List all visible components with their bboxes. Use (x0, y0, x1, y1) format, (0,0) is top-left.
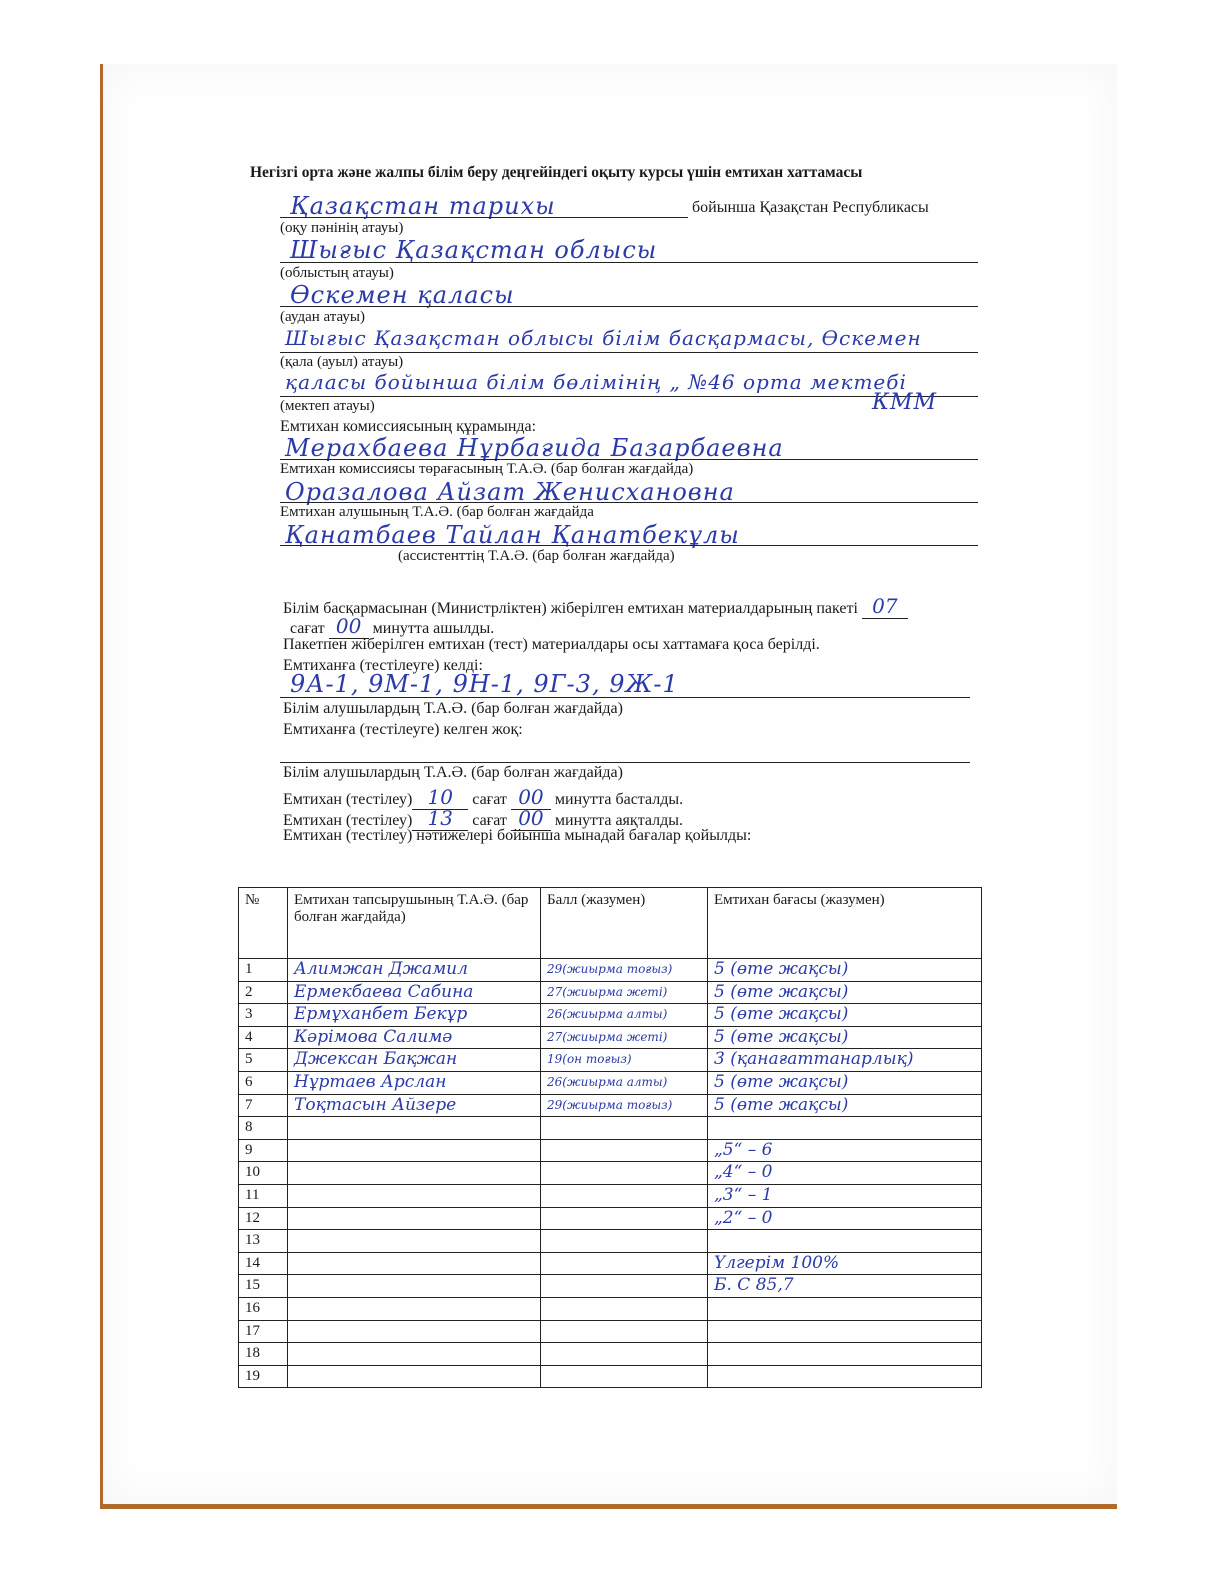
district-label: (аудан атауы) (280, 309, 365, 325)
region-label: (облыстың атауы) (280, 265, 394, 281)
chair-label: Емтихан комиссиясы төрағасының Т.А.Ә. (бар болған жағдайда) (280, 461, 694, 477)
row-number: 9 (239, 1139, 288, 1162)
row-grade: 5 (өте жақсы) (708, 959, 982, 982)
attended-value: 9А-1, 9М-1, 9Н-1, 9Г-3, 9Ж-1 (290, 670, 679, 698)
attended-label: Емтиханға (тестілеуге) келді: (283, 657, 483, 674)
assistant-line (280, 545, 978, 546)
row-name (288, 1184, 541, 1207)
row-number: 6 (239, 1071, 288, 1094)
table-row (239, 1230, 982, 1253)
row-name (288, 1365, 541, 1388)
row-grade: „5“ – 6 (708, 1139, 982, 1162)
region-value: Шығыс Қазақстан облысы (290, 236, 658, 264)
row-name: Джексан Бақжан (288, 1049, 541, 1072)
row-grade (708, 1320, 982, 1343)
attended-sublabel: Білім алушылардың Т.А.Ә. (бар болған жағдайда) (283, 700, 623, 717)
table-row (239, 1184, 982, 1207)
row-number: 18 (239, 1343, 288, 1366)
absent-line (280, 762, 970, 763)
table-row (239, 1071, 982, 1094)
row-grade: „3“ – 1 (708, 1184, 982, 1207)
row-score (541, 1184, 708, 1207)
row-number: 11 (239, 1184, 288, 1207)
row-score (541, 1252, 708, 1275)
region-line (280, 262, 978, 263)
absent-label: Емтиханға (тестілеуге) келген жоқ: (283, 721, 523, 738)
row-grade: 5 (өте жақсы) (708, 1071, 982, 1094)
table-row (239, 1275, 982, 1298)
row-grade: „4“ – 0 (708, 1162, 982, 1185)
district-line (280, 306, 978, 307)
row-name (288, 1230, 541, 1253)
row-number: 7 (239, 1094, 288, 1117)
examiner-value: Оразалова Айзат Женисхановна (285, 478, 735, 506)
results-heading: Емтихан (тестілеу) нәтижелері бойынша мынадай бағалар қойылды: (283, 827, 752, 844)
row-score (541, 1207, 708, 1230)
end-minute: 00 (511, 806, 551, 831)
row-name: Ермұханбет Бекұр (288, 1004, 541, 1027)
row-score (541, 1117, 708, 1140)
table-row (239, 1026, 982, 1049)
start-suffix: минутта басталды. (554, 791, 684, 808)
table-row (239, 1320, 982, 1343)
table-body (239, 959, 982, 1388)
school-value: қаласы бойынша білім бөлімінің „ №46 орта мектебі (285, 370, 907, 394)
row-name (288, 1139, 541, 1162)
grades-table (238, 887, 982, 1388)
row-number: 1 (239, 959, 288, 982)
package-text-3: Пакетпен жіберілген емтихан (тест) материалдары осы хаттамаға қоса берілді. (283, 636, 820, 653)
examiner-label: Емтихан алушының Т.А.Ә. (бар болған жағдайда (280, 504, 594, 520)
row-number: 12 (239, 1207, 288, 1230)
row-number: 14 (239, 1252, 288, 1275)
row-score (541, 1297, 708, 1320)
row-grade (708, 1343, 982, 1366)
row-grade (708, 1230, 982, 1253)
row-name (288, 1297, 541, 1320)
row-name: Ермекбаева Сабина (288, 981, 541, 1004)
row-number: 16 (239, 1297, 288, 1320)
row-score: 29(жиырма тоғыз) (541, 1094, 708, 1117)
row-score (541, 1365, 708, 1388)
absent-sublabel: Білім алушылардың Т.А.Ә. (бар болған жағдайда) (283, 764, 623, 781)
attended-line (280, 697, 970, 698)
table-row (239, 981, 982, 1004)
table-row (239, 1094, 982, 1117)
row-number: 15 (239, 1275, 288, 1298)
header-name: Емтихан тапсырушының Т.А.Ә. (бар болған жағдайда) (288, 888, 541, 959)
table-row (239, 1343, 982, 1366)
package-hour: 07 (862, 594, 908, 619)
table-row (239, 1117, 982, 1140)
table-row (239, 1207, 982, 1230)
row-name: Алимжан Джамил (288, 959, 541, 982)
document-title: Негізгі орта және жалпы білім беру деңгейіндегі оқыту курсы үшін емтихан хаттамасы (250, 164, 863, 181)
row-grade (708, 1117, 982, 1140)
subject-value: Қазақстан тарихы (290, 192, 556, 220)
header-score: Балл (жазумен) (541, 888, 708, 959)
row-grade: Б. С 85,7 (708, 1275, 982, 1298)
row-number: 5 (239, 1049, 288, 1072)
assistant-label: (ассистенттің Т.А.Ә. (бар болған жағдайда) (398, 548, 675, 564)
row-name (288, 1207, 541, 1230)
row-name: Нұртаев Арслан (288, 1071, 541, 1094)
start-hour: 10 (412, 785, 468, 810)
row-number: 19 (239, 1365, 288, 1388)
row-grade: 5 (өте жақсы) (708, 1004, 982, 1027)
end-mid: сағат (472, 812, 507, 829)
row-grade: 3 (қанағаттанарлық) (708, 1049, 982, 1072)
row-score (541, 1343, 708, 1366)
row-grade: 5 (өте жақсы) (708, 981, 982, 1004)
subject-suffix: бойынша Қазақстан Республикасы (692, 199, 929, 216)
row-name: Тоқтасын Айзере (288, 1094, 541, 1117)
row-grade: 5 (өте жақсы) (708, 1026, 982, 1049)
package-hour-word: сағат (290, 620, 325, 637)
table-row (239, 1049, 982, 1072)
package-text-1-label: Білім басқармасынан (Министрліктен) жіберілген емтихан материалдарының пакеті (283, 600, 858, 617)
row-grade: 5 (өте жақсы) (708, 1094, 982, 1117)
school-value-2: КММ (872, 390, 938, 415)
row-score (541, 1320, 708, 1343)
row-score (541, 1162, 708, 1185)
district-value: Өскемен қаласы (290, 281, 515, 309)
row-number: 13 (239, 1230, 288, 1253)
row-number: 10 (239, 1162, 288, 1185)
package-opened-text: минутта ашылды. (372, 620, 495, 637)
city-label: (қала (ауыл) атауы) (280, 354, 404, 370)
header-number: № (239, 888, 288, 959)
row-number: 2 (239, 981, 288, 1004)
row-name (288, 1162, 541, 1185)
header-grade: Емтихан бағасы (жазумен) (708, 888, 982, 959)
commission-heading: Емтихан комиссиясының құрамында: (280, 418, 537, 435)
city-value: Шығыс Қазақстан облысы білім басқармасы, Өскемен (285, 326, 922, 350)
end-prefix: Емтихан (тестілеу) (283, 812, 413, 829)
subject-label: (оқу пәнінің атауы) (280, 220, 404, 236)
row-grade (708, 1365, 982, 1388)
assistant-value: Қанатбаев Тайлан Қанатбекұлы (285, 521, 740, 549)
row-name (288, 1117, 541, 1140)
row-name (288, 1343, 541, 1366)
table-row (239, 1162, 982, 1185)
end-suffix: минутта аяқталды. (554, 812, 683, 829)
school-label: (мектеп атауы) (280, 398, 375, 414)
row-name (288, 1275, 541, 1298)
chair-value: Мерахбаева Нұрбағида Базарбаевна (285, 434, 784, 462)
row-number: 17 (239, 1320, 288, 1343)
row-name (288, 1320, 541, 1343)
start-prefix: Емтихан (тестілеу) (283, 791, 413, 808)
row-score (541, 1275, 708, 1298)
row-grade: „2“ – 0 (708, 1207, 982, 1230)
row-number: 8 (239, 1117, 288, 1140)
table-row (239, 1252, 982, 1275)
row-name: Кәрімова Салимә (288, 1026, 541, 1049)
row-score: 27(жиырма жеті) (541, 981, 708, 1004)
chair-line (280, 459, 978, 460)
table-header-row (239, 888, 982, 959)
row-score: 26(жиырма алты) (541, 1071, 708, 1094)
table-row (239, 1365, 982, 1388)
subject-line (280, 217, 688, 218)
row-score (541, 1230, 708, 1253)
row-score (541, 1139, 708, 1162)
start-minute: 00 (511, 785, 551, 810)
row-number: 4 (239, 1026, 288, 1049)
examiner-line (280, 502, 978, 503)
row-score: 26(жиырма алты) (541, 1004, 708, 1027)
package-minute: 00 (329, 614, 369, 639)
row-score: 19(он тоғыз) (541, 1049, 708, 1072)
table-row (239, 1139, 982, 1162)
row-name (288, 1252, 541, 1275)
row-grade: Үлгерім 100% (708, 1252, 982, 1275)
start-mid: сағат (472, 791, 507, 808)
table-row (239, 1004, 982, 1027)
end-hour: 13 (412, 806, 468, 831)
row-grade (708, 1297, 982, 1320)
row-score: 27(жиырма жеті) (541, 1026, 708, 1049)
row-number: 3 (239, 1004, 288, 1027)
table-row (239, 959, 982, 982)
table-row (239, 1297, 982, 1320)
city-line (280, 352, 978, 353)
row-score: 29(жиырма тоғыз) (541, 959, 708, 982)
